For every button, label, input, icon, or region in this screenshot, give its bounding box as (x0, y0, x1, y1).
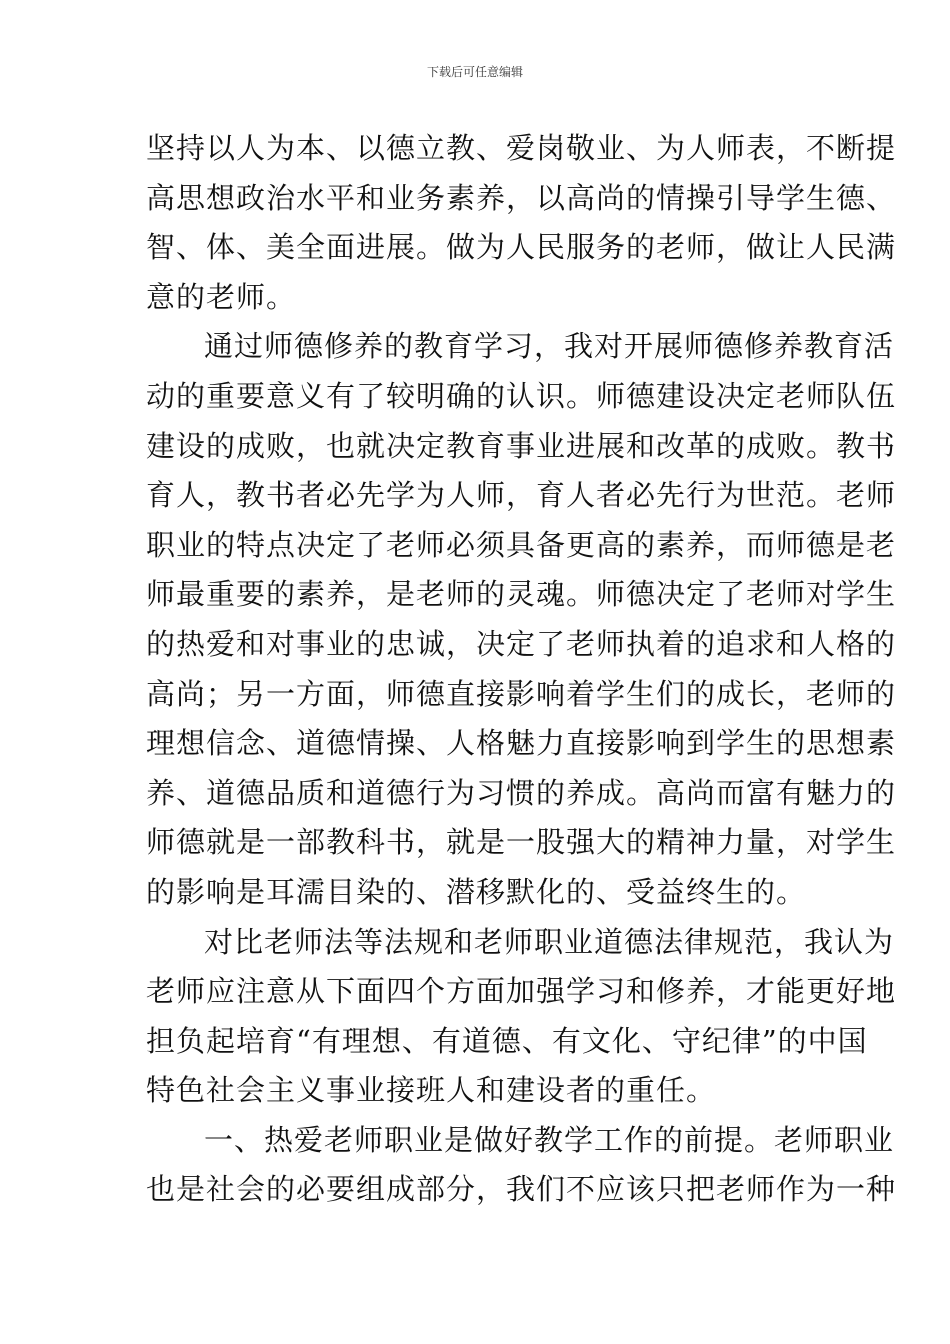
text-line: 也是社会的必要组成部分，我们不应该只把老师作为一种 (146, 1172, 897, 1207)
text-line: 的热爱和对事业的忠诚，决定了老师执着的追求和人格的 (146, 626, 897, 661)
text-line: 担负起培育“有理想、有道德、有文化、守纪律”的中国 (146, 1023, 868, 1058)
paragraph-3 (146, 918, 897, 1116)
text-line: 职业的特点决定了老师必须具备更高的素养，而师德是老 (146, 527, 897, 562)
text-line: 坚持以人为本、以德立教、爱岗敬业、为人师表，不断提 (146, 131, 897, 165)
text-line: 养、道德品质和道德行为习惯的养成。高尚而富有魅力的 (146, 775, 897, 810)
text-line: 老师应注意从下面四个方面加强学习和修养，才能更好地 (146, 974, 897, 1009)
text-line: 师德就是一部教科书，就是一股强大的精神力量，对学生 (146, 825, 897, 860)
text-line: 高思想政治水平和业务素养，以高尚的情操引导学生德、 (146, 180, 897, 215)
text-line: 理想信念、道德情操、人格魅力直接影响到学生的思想素 (146, 726, 897, 761)
text-line: 高尚；另一方面，师德直接影响着学生们的成长，老师的 (146, 676, 897, 711)
text-line: 一、热爱老师职业是做好教学工作的前提。老师职业 (204, 1122, 895, 1157)
paragraph-2 (146, 322, 897, 917)
text-line: 育人，教书者必先学为人师，育人者必先行为世范。老师 (146, 478, 897, 513)
text-line: 师最重要的素养，是老师的灵魂。师德决定了老师对学生 (146, 577, 897, 612)
page-header: 下载后可任意编辑 (426, 65, 523, 79)
paragraph-4 (146, 1116, 897, 1215)
text-line: 特色社会主义事业接班人和建设者的重任。 (146, 1073, 717, 1108)
text-line: 意的老师。 (146, 279, 297, 314)
text-line: 通过师德修养的教育学习，我对开展师德修养教育活 (204, 329, 895, 364)
text-line: 动的重要意义有了较明确的认识。师德建设决定老师队伍 (146, 378, 897, 413)
text-line: 的影响是耳濡目染的、潜移默化的、受益终生的。 (146, 874, 807, 909)
text-line: 智、体、美全面进展。做为人民服务的老师，做让人民满 (146, 230, 897, 265)
text-line: 对比老师法等法规和老师职业道德法律规范，我认为 (204, 924, 895, 959)
text-line: 建设的成败，也就决定教育事业进展和改革的成败。教书 (146, 428, 897, 463)
document-body (146, 124, 897, 1215)
paragraph-1 (146, 124, 897, 322)
